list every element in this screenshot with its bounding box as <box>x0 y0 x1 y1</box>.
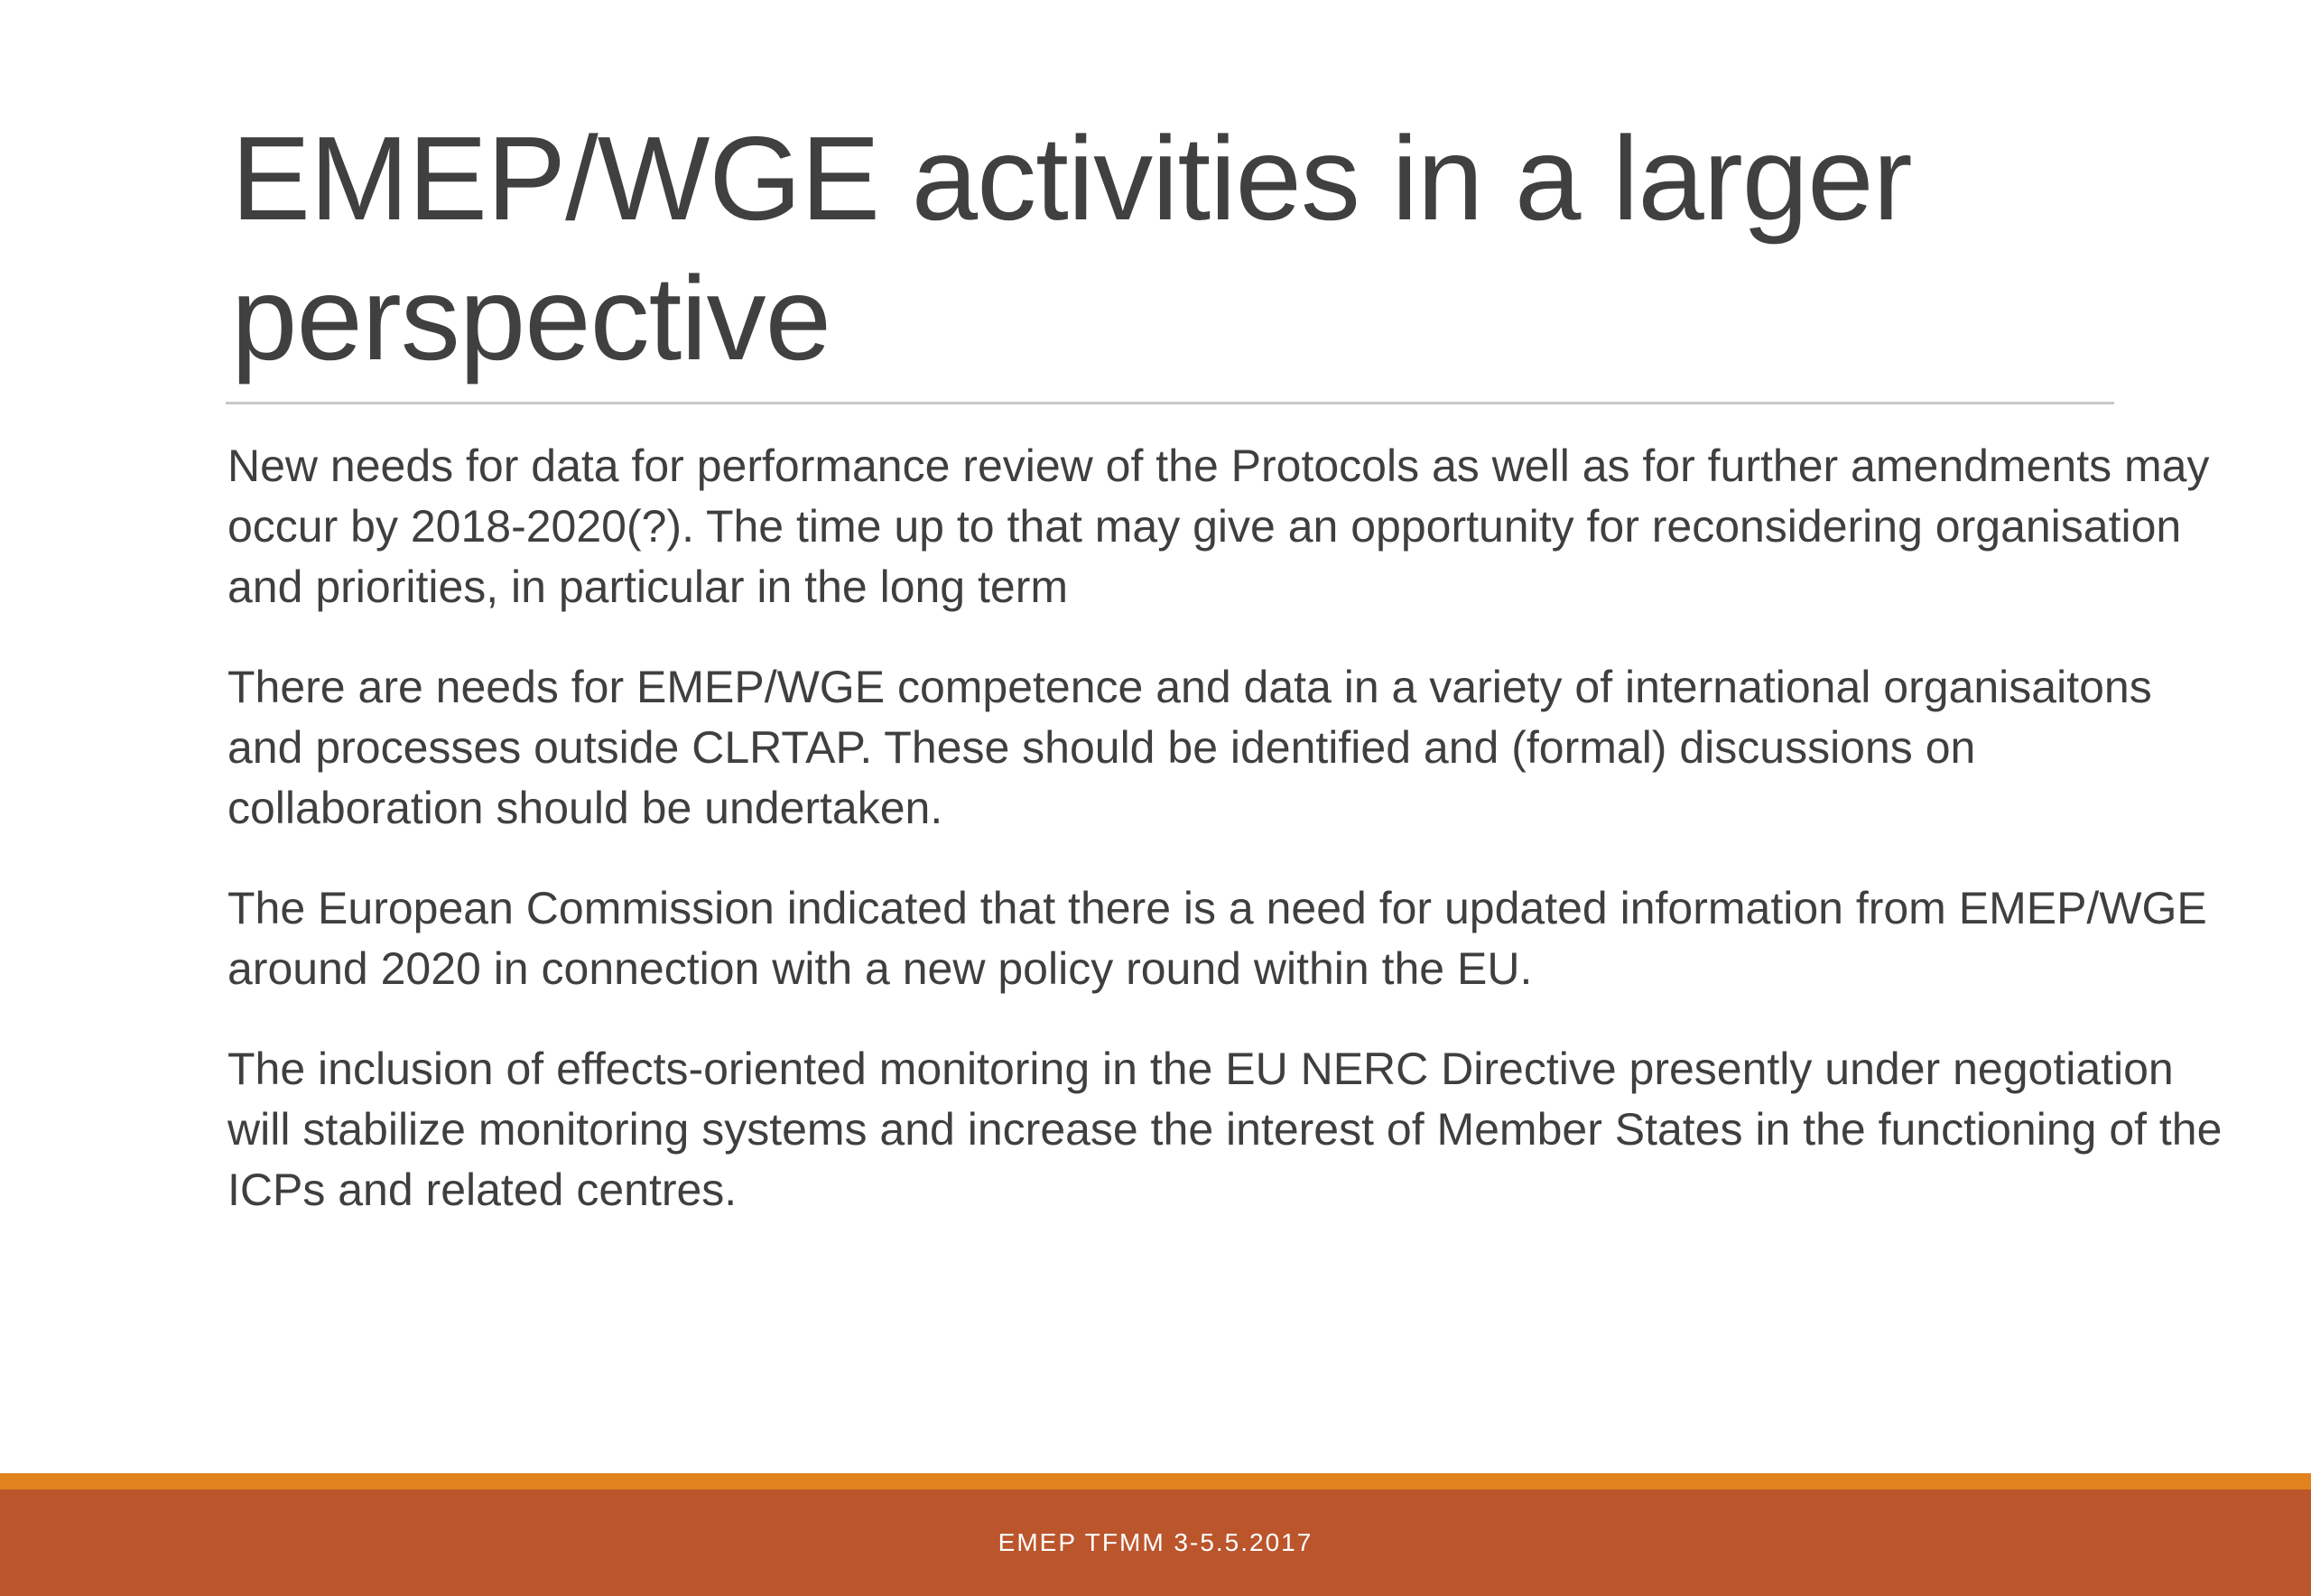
title-divider <box>226 402 2114 404</box>
body-paragraph-2: There are needs for EMEP/WGE competence and data in a variety of international organisaitons and processes outside CLRTAP. These should be identified and (formal) discussions on collaboration should be undertaken. <box>227 662 2152 833</box>
body-paragraph-3: The European Commission indicated that there is a need for updated information from EMEP/WGE around 2020 in connection with a new policy round within the EU. <box>227 883 2207 994</box>
slide-body <box>227 436 2232 1260</box>
body-paragraph-4: The inclusion of effects-oriented monitoring in the EU NERC Directive presently under negotiation will stabilize monitoring systems and increase the interest of Member States in the functioning of the ICPs and related centres. <box>227 1044 2223 1215</box>
footer-accent-stripe <box>0 1473 2311 1489</box>
slide-title: EMEP/WGE activities in a larger perspective <box>231 112 1912 385</box>
body-paragraph-1: New needs for data for performance review of the Protocols as well as for further amendments may occur by 2018-2020(?). The time up to that may give an opportunity for reconsidering organisation and priorities, in particular in the long term <box>227 441 2210 612</box>
footer-text: EMEP TFMM 3-5.5.2017 <box>998 1528 1313 1556</box>
